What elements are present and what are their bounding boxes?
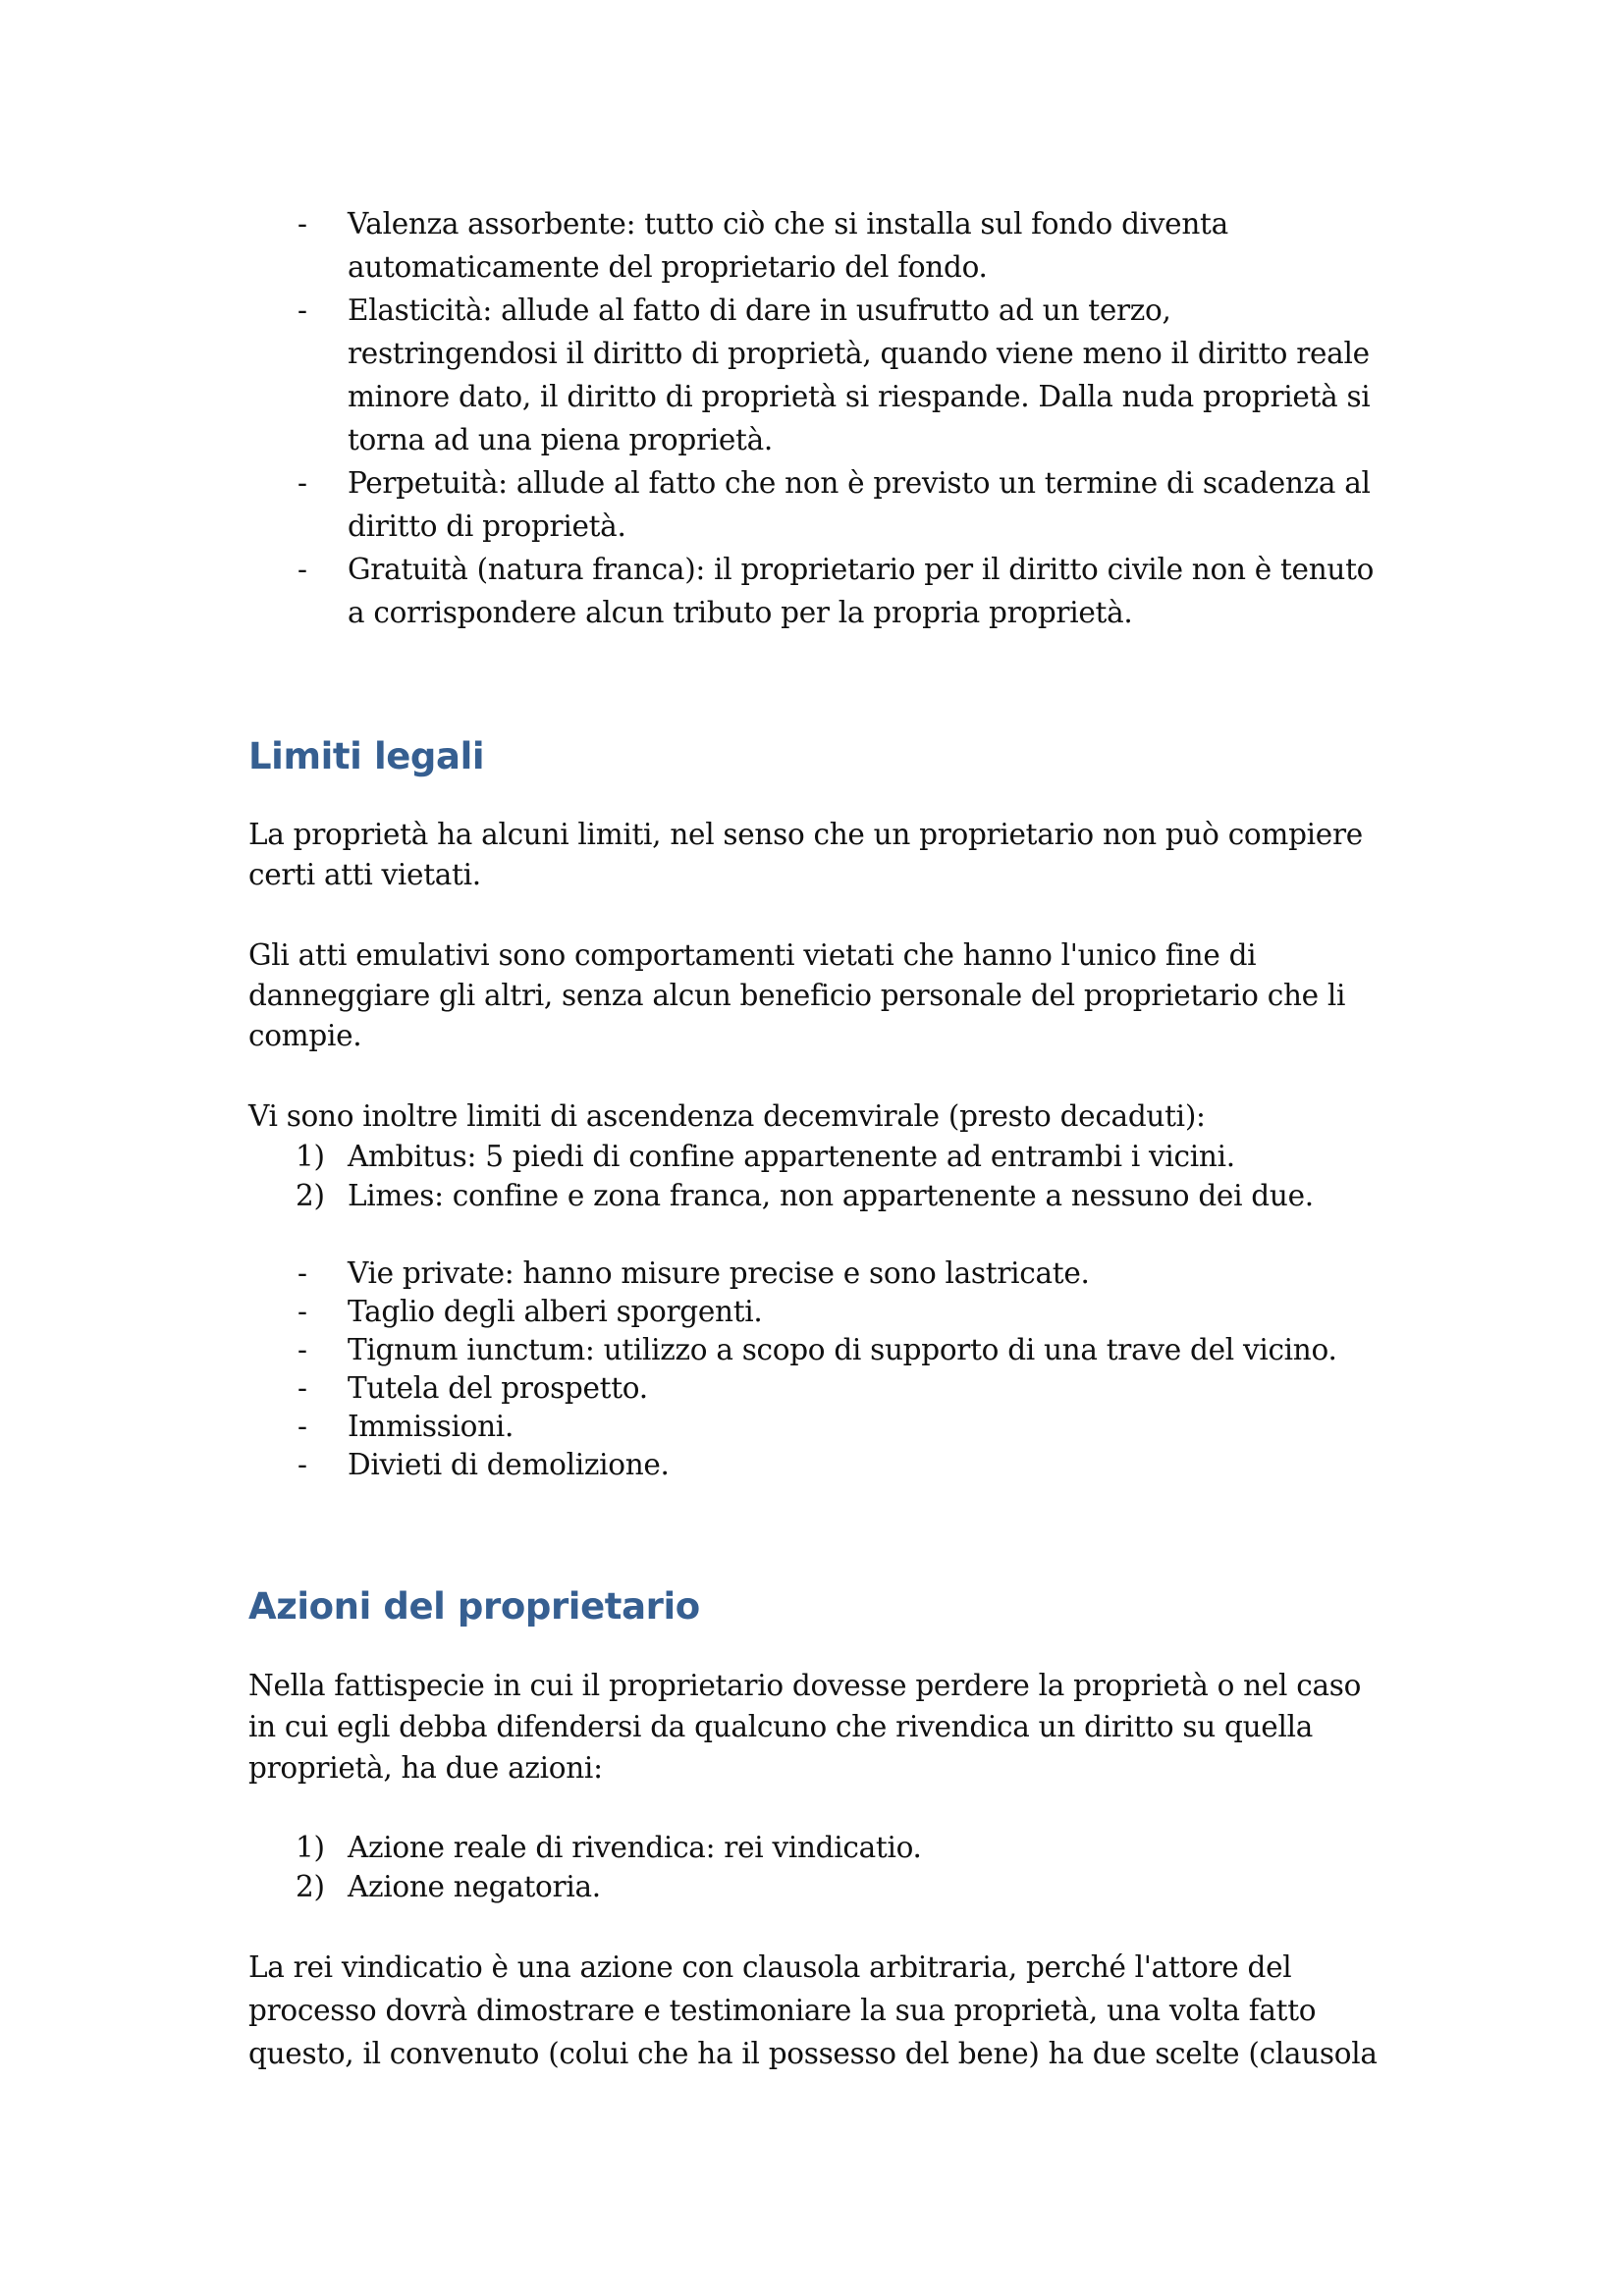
list-item-text: Azione negatoria. — [348, 1870, 601, 1903]
list-dash: - — [298, 1371, 307, 1405]
list-item — [248, 1293, 1387, 1331]
list-item-text: Limes: confine e zona franca, non appartenente a nessuno dei due. — [348, 1179, 1314, 1212]
paragraph: La rei vindicatio è una azione con clausola arbitraria, perché l'attore del processo dovrà dimostrare e testimoniare la sua proprietà, una volta fatto questo, il convenuto (colui che ha il possesso del bene) ha due scelte (clausola — [248, 1950, 1378, 2070]
list-item-text: Tignum iunctum: utilizzo a scopo di supporto di una trave del vicino. — [348, 1333, 1337, 1366]
list-number: 2) — [296, 1179, 325, 1212]
paragraph: Nella fattispecie in cui il proprietario dovesse perdere la proprietà o nel caso in cui egli debba difendersi da qualcuno che rivendica un diritto su quella proprietà, ha due azioni: — [248, 1669, 1362, 1785]
list-item-text: Divieti di demolizione. — [348, 1448, 670, 1481]
list-item-text: Gratuità (natura franca): il proprietario per il diritto civile non è tenuto a corrispondere alcun tributo per la propria proprietà. — [348, 553, 1375, 629]
section-heading-limiti-legali: Limiti legali — [248, 735, 485, 777]
list-item-text: Perpetuità: allude al fatto che non è previsto un termine di scadenza al diritto di proprietà. — [348, 466, 1371, 543]
list-number: 1) — [296, 1831, 325, 1864]
list-item — [248, 289, 1387, 461]
list-item-text: Immissioni. — [348, 1410, 514, 1443]
list-dash: - — [298, 1410, 307, 1443]
page-content — [248, 202, 1387, 2075]
property-characteristics-list — [248, 202, 1387, 634]
paragraph: Vi sono inoltre limiti di ascendenza decemvirale (presto decaduti): — [248, 1099, 1206, 1133]
list-item-text: Valenza assorbente: tutto ciò che si installa sul fondo diventa automaticamente del proprietario del fondo. — [348, 207, 1228, 284]
paragraph: Gli atti emulativi sono comportamenti vietati che hanno l'unico fine di danneggiare gli altri, senza alcun beneficio personale del proprietario che li compie. — [248, 938, 1346, 1052]
list-dash: - — [298, 207, 307, 240]
list-item-text: Taglio degli alberi sporgenti. — [348, 1295, 763, 1328]
list-item-text: Vie private: hanno misure precise e sono lastricate. — [348, 1256, 1090, 1290]
list-item — [248, 461, 1387, 548]
list-dash: - — [298, 294, 307, 327]
list-number: 1) — [296, 1140, 325, 1173]
section-heading-azioni-del-proprietario: Azioni del proprietario — [248, 1585, 700, 1628]
list-dash: - — [298, 1256, 307, 1290]
list-dash: - — [298, 1333, 307, 1366]
list-number: 2) — [296, 1870, 325, 1903]
list-dash: - — [298, 1295, 307, 1328]
list-item — [248, 1369, 1387, 1408]
list-item — [248, 548, 1387, 634]
list-item — [248, 1137, 1387, 1176]
list-dash: - — [298, 553, 307, 586]
list-item — [248, 1867, 1387, 1906]
list-item — [248, 1255, 1387, 1293]
paragraph: La proprietà ha alcuni limiti, nel senso che un proprietario non può compiere certi atti vietati. — [248, 818, 1363, 891]
list-item-text: Ambitus: 5 piedi di confine appartenente ad entrambi i vicini. — [348, 1140, 1235, 1173]
list-dash: - — [298, 466, 307, 500]
list-item — [248, 1331, 1387, 1369]
owner-actions-list — [248, 1828, 1387, 1906]
list-item — [248, 202, 1387, 289]
list-item-text: Azione reale di rivendica: rei vindicatio. — [348, 1831, 922, 1864]
list-item — [248, 1828, 1387, 1867]
decemviral-limits-list — [248, 1137, 1387, 1215]
list-item — [248, 1176, 1387, 1215]
list-item-text: Tutela del prospetto. — [348, 1371, 648, 1405]
list-dash: - — [298, 1448, 307, 1481]
list-item-text: Elasticità: allude al fatto di dare in usufrutto ad un terzo, restringendosi il diritto di proprietà, quando viene meno il diritto reale minore dato, il diritto di proprietà si riespande. Dalla nuda proprietà si torna ad una piena proprietà. — [348, 294, 1371, 456]
list-item — [248, 1446, 1387, 1484]
other-limits-list — [248, 1255, 1387, 1484]
list-item — [248, 1408, 1387, 1446]
